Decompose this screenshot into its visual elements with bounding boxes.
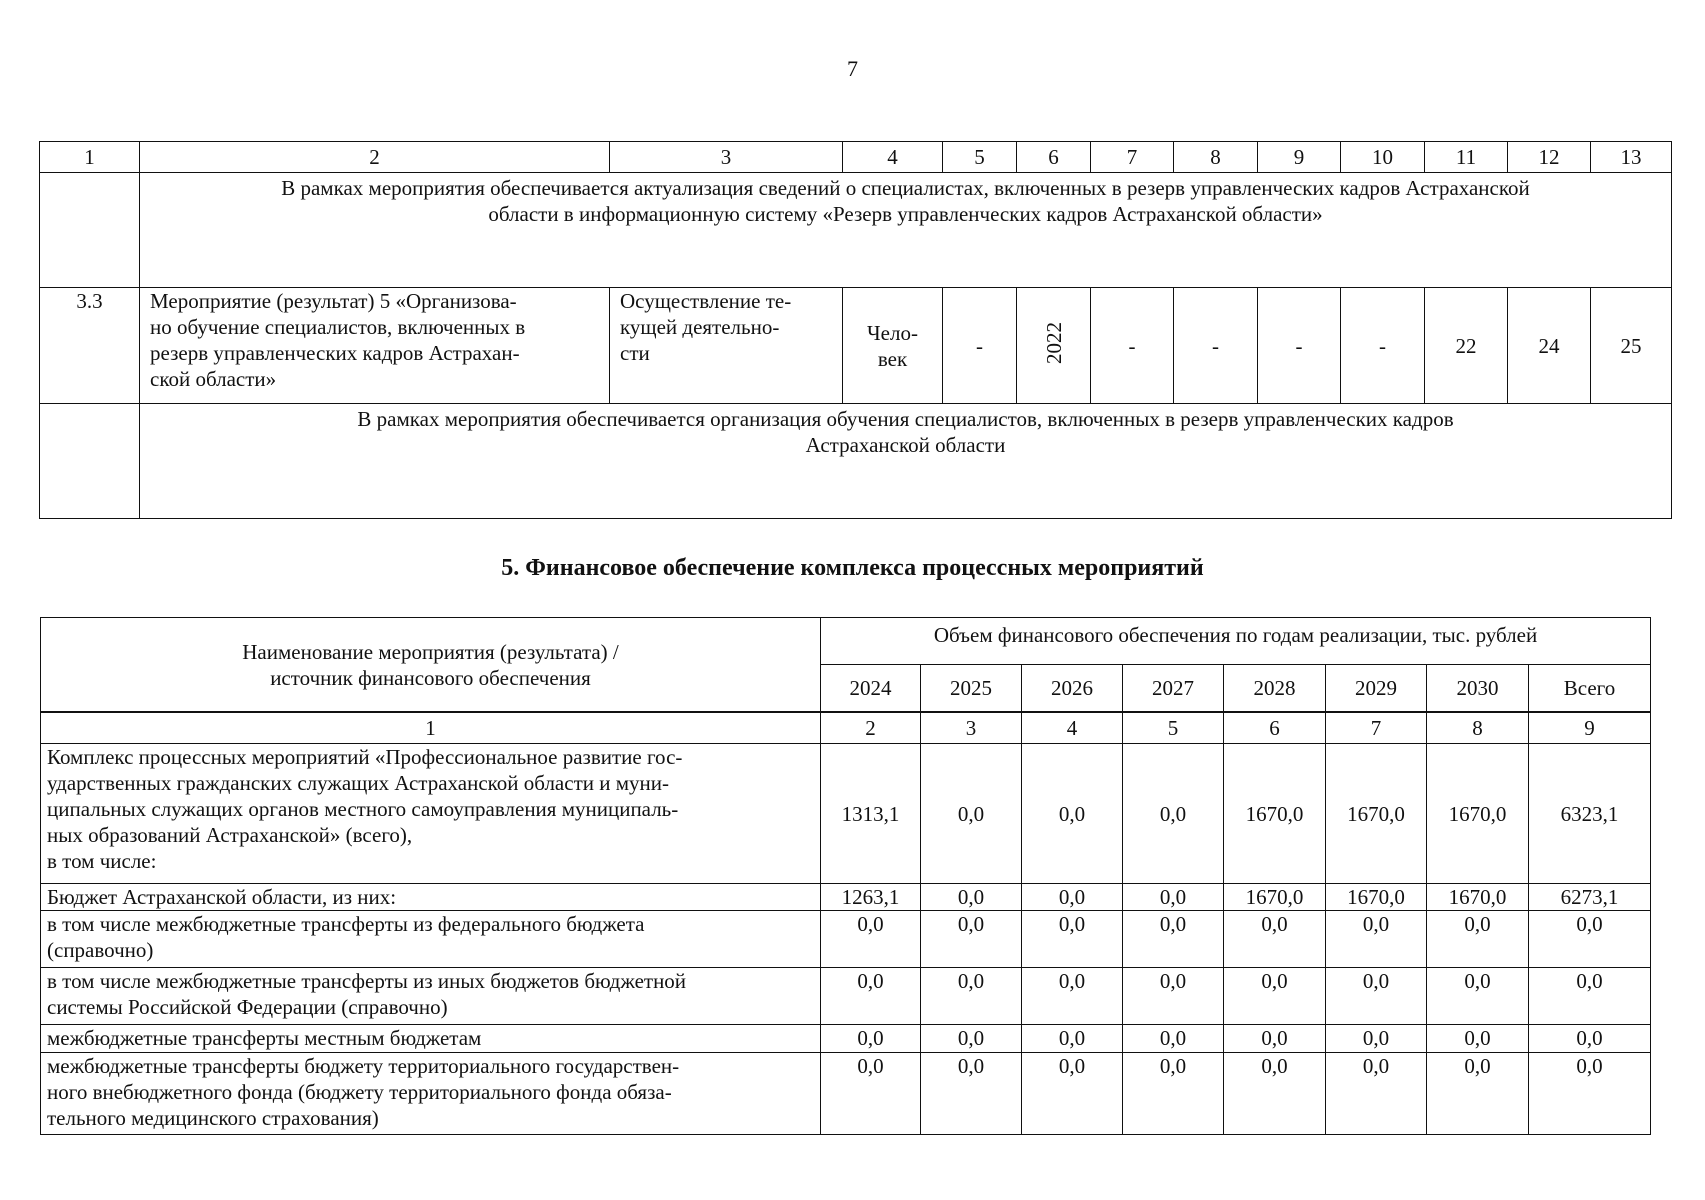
value-cell: 0,0 <box>821 968 921 1025</box>
text-line: в том числе межбюджетные трансферты из иных бюджетов бюджетной <box>47 969 687 993</box>
value-cell: 0,0 <box>1427 1053 1529 1135</box>
text-line: кущей деятельно- <box>620 315 780 339</box>
value-cell: 0,0 <box>1427 911 1529 968</box>
col-number: 12 <box>1508 142 1591 173</box>
text-line: Комплекс процессных мероприятий «Профессиональное развитие гос- <box>47 745 683 769</box>
value-cell: 1670,0 <box>1224 744 1326 884</box>
col-number: 6 <box>1224 713 1326 744</box>
row-name <box>41 968 821 1025</box>
text-line: ных образований Астраханской» (всего), <box>47 823 413 847</box>
col-number: 1 <box>40 142 140 173</box>
indicator-type <box>610 288 843 404</box>
note-row <box>40 173 1672 288</box>
text-line: системы Российской Федерации (справочно) <box>47 995 448 1019</box>
note-line: Астраханской области <box>805 433 1006 457</box>
text-line: сти <box>620 341 650 365</box>
value-cell: 0,0 <box>1123 911 1224 968</box>
value-cell: 0,0 <box>1022 1025 1123 1053</box>
text-line: Бюджет Астраханской области, из них: <box>47 885 397 909</box>
value-cell: 0,0 <box>1326 968 1427 1025</box>
value-cell: 6273,1 <box>1529 884 1651 911</box>
indicators-table <box>39 141 1672 519</box>
value-cell: 0,0 <box>1427 1025 1529 1053</box>
col-number: 11 <box>1425 142 1508 173</box>
finance-row-federal <box>41 911 1651 968</box>
year-header: 2026 <box>1022 665 1123 712</box>
row-number: 3.3 <box>40 288 140 404</box>
col-number: 3 <box>610 142 843 173</box>
value-cell: 24 <box>1508 288 1591 404</box>
value-cell: 0,0 <box>1326 911 1427 968</box>
empty-cell <box>40 404 140 519</box>
col-number: 5 <box>1123 713 1224 744</box>
text-line: резерв управленческих кадров Астрахан- <box>150 341 520 365</box>
row-name <box>41 1053 821 1135</box>
note-row <box>40 404 1672 519</box>
year-header: 2025 <box>921 665 1022 712</box>
year-header: 2024 <box>821 665 921 712</box>
text-line: Чело- <box>867 320 918 345</box>
value-cell: 0,0 <box>921 884 1022 911</box>
finance-table <box>40 712 1651 1135</box>
note-line: В рамках мероприятия обеспечивается организация обучения специалистов, включенных в резерв управленческих кадров <box>357 407 1454 431</box>
column-numbers-row <box>41 713 1651 744</box>
finance-header-table <box>40 617 1651 712</box>
text-line: Осуществление те- <box>620 289 792 313</box>
col-number: 2 <box>140 142 610 173</box>
col-number: 9 <box>1529 713 1651 744</box>
value-cell: 1670,0 <box>1224 884 1326 911</box>
value-cell: 1670,0 <box>1427 744 1529 884</box>
year-header: 2028 <box>1224 665 1326 712</box>
col-number: 1 <box>41 713 821 744</box>
col-number: 13 <box>1591 142 1672 173</box>
value-cell: - <box>1174 288 1258 404</box>
text-line: межбюджетные трансферты бюджету территориального государствен- <box>47 1054 680 1078</box>
indicator-row <box>40 288 1672 404</box>
page-number: 7 <box>847 56 858 81</box>
value-cell: 0,0 <box>1123 968 1224 1025</box>
col-number: 10 <box>1341 142 1425 173</box>
value-cell: 0,0 <box>1224 1025 1326 1053</box>
text-line: ударственных гражданских служащих Астраханской области и муни- <box>47 771 669 795</box>
name-column-header <box>41 618 821 712</box>
value-cell: 0,0 <box>821 1025 921 1053</box>
col-number: 9 <box>1258 142 1341 173</box>
col-number: 4 <box>843 142 943 173</box>
value-cell: 0,0 <box>921 911 1022 968</box>
value-cell: 6323,1 <box>1529 744 1651 884</box>
value-cell: 0,0 <box>1022 1053 1123 1135</box>
finance-row-regional <box>41 884 1651 911</box>
text-line: (справочно) <box>47 938 154 962</box>
finance-row-health-fund <box>41 1053 1651 1135</box>
value-cell: 0,0 <box>1123 1053 1224 1135</box>
value-cell: - <box>1091 288 1174 404</box>
finance-row-other-budgets <box>41 968 1651 1025</box>
volume-header: Объем финансового обеспечения по годам реализации, тыс. рублей <box>821 618 1651 665</box>
value-cell: 1313,1 <box>821 744 921 884</box>
row-name <box>41 744 821 884</box>
value-cell: 0,0 <box>1224 911 1326 968</box>
note-text <box>140 404 1672 519</box>
base-year-cell <box>1017 288 1091 404</box>
value-cell: 0,0 <box>1224 968 1326 1025</box>
value-cell: 0,0 <box>1326 1025 1427 1053</box>
value-cell: 0,0 <box>1224 1053 1326 1135</box>
finance-row-total <box>41 744 1651 884</box>
col-number: 3 <box>921 713 1022 744</box>
value-cell: 0,0 <box>921 744 1022 884</box>
value-cell: 0,0 <box>1022 968 1123 1025</box>
text-line: век <box>877 346 908 371</box>
text-line: ного внебюджетного фонда (бюджету территориального фонда обяза- <box>47 1080 672 1104</box>
value-cell: 0,0 <box>1427 968 1529 1025</box>
year-header: 2029 <box>1326 665 1427 712</box>
col-number: 7 <box>1326 713 1427 744</box>
finance-row-local <box>41 1025 1651 1053</box>
value-cell: 0,0 <box>1123 884 1224 911</box>
value-cell: - <box>1341 288 1425 404</box>
note-text <box>140 173 1672 288</box>
year-header: 2027 <box>1123 665 1224 712</box>
value-cell: - <box>943 288 1017 404</box>
col-number: 4 <box>1022 713 1123 744</box>
text-line: ципальных служащих органов местного самоуправления муниципаль- <box>47 797 679 821</box>
value-cell: 0,0 <box>1123 744 1224 884</box>
value-cell: 0,0 <box>821 911 921 968</box>
value-cell: 25 <box>1591 288 1672 404</box>
note-line: области в информационную систему «Резерв управленческих кадров Астраханской области» <box>488 202 1323 226</box>
note-line: В рамках мероприятия обеспечивается актуализация сведений о специалистах, включенных в резерв управленческих кадров Астраханской <box>281 176 1530 200</box>
value-cell: 0,0 <box>1326 1053 1427 1135</box>
col-number: 2 <box>821 713 921 744</box>
text-line: Мероприятие (результат) 5 «Организова- <box>150 289 517 313</box>
value-cell: 1263,1 <box>821 884 921 911</box>
text-line: но обучение специалистов, включенных в <box>150 315 526 339</box>
value-cell: 0,0 <box>821 1053 921 1135</box>
value-cell: 0,0 <box>1529 1025 1651 1053</box>
row-name <box>41 1025 821 1053</box>
value-cell: 0,0 <box>1529 911 1651 968</box>
value-cell: 0,0 <box>1123 1025 1224 1053</box>
value-cell: 0,0 <box>1529 968 1651 1025</box>
value-cell: 0,0 <box>1529 1053 1651 1135</box>
col-number: 6 <box>1017 142 1091 173</box>
value-cell: 22 <box>1425 288 1508 404</box>
total-header: Всего <box>1529 665 1651 712</box>
indicators-header-row <box>40 142 1672 173</box>
text-line: в том числе: <box>47 849 157 873</box>
col-number: 5 <box>943 142 1017 173</box>
indicator-name <box>140 288 610 404</box>
finance-header-row <box>41 618 1651 665</box>
value-cell: 0,0 <box>921 968 1022 1025</box>
value-cell: 0,0 <box>1022 911 1123 968</box>
base-year: 2022 <box>1041 321 1066 364</box>
text-line: Наименование мероприятия (результата) / <box>242 639 619 664</box>
section-title: 5. Финансовое обеспечение комплекса процессных мероприятий <box>501 555 1204 581</box>
value-cell: 0,0 <box>921 1025 1022 1053</box>
row-name <box>41 884 821 911</box>
col-number: 8 <box>1427 713 1529 744</box>
text-line: ской области» <box>150 367 277 391</box>
value-cell: 0,0 <box>1022 884 1123 911</box>
value-cell: 1670,0 <box>1326 744 1427 884</box>
text-line: межбюджетные трансферты местным бюджетам <box>47 1026 482 1050</box>
value-cell: 0,0 <box>1022 744 1123 884</box>
year-header: 2030 <box>1427 665 1529 712</box>
value-cell: 1670,0 <box>1326 884 1427 911</box>
text-line: в том числе межбюджетные трансферты из федерального бюджета <box>47 912 645 936</box>
text-line: тельного медицинского страхования) <box>47 1106 379 1130</box>
text-line: источник финансового обеспечения <box>270 665 591 690</box>
value-cell: - <box>1258 288 1341 404</box>
value-cell: 1670,0 <box>1427 884 1529 911</box>
unit-cell <box>843 288 943 404</box>
col-number: 7 <box>1091 142 1174 173</box>
empty-cell <box>40 173 140 288</box>
value-cell: 0,0 <box>921 1053 1022 1135</box>
col-number: 8 <box>1174 142 1258 173</box>
row-name <box>41 911 821 968</box>
